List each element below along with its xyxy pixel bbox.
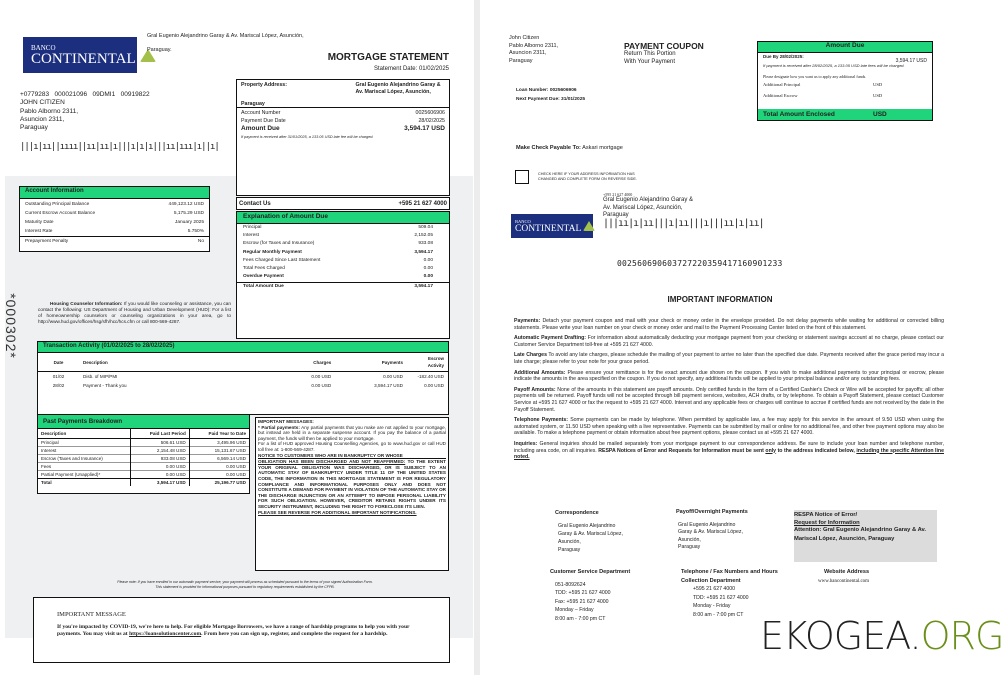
customer-service: [550, 568, 630, 623]
past-payments-header: Paid Last Period: [131, 429, 189, 439]
inquiries-inquiries-bold2: to the address indicated below,: [776, 447, 857, 454]
checkbox-text: CHANGED AND COMPLETE FORM ON REVERSE SIDE.: [538, 177, 637, 181]
bank-phone: +595 21 627 4000: [603, 192, 633, 197]
side-code: *000302*: [2, 293, 19, 359]
address-line: +595 21 627 4000: [693, 586, 735, 592]
past-payments-cell: Fees: [41, 464, 52, 469]
explanation-item: [243, 258, 443, 264]
address-line: Asunción,: [558, 539, 581, 545]
account-info-value: No: [197, 239, 204, 244]
explanation-item: [243, 274, 443, 280]
transaction-cell: 01/02: [52, 374, 65, 379]
transaction-row: [38, 381, 448, 390]
respa-line: RESPA Notice of Error/: [794, 512, 858, 518]
total-enclosed-label: Total Amount Enclosed: [763, 111, 835, 118]
respa-box: [794, 510, 937, 562]
bank-address-country: Paraguay.: [147, 47, 172, 53]
info-paragraph: [514, 417, 944, 437]
transaction-cell: 0.00 USD: [311, 374, 332, 379]
past-payments-cell: Escrow (Taxes and Insurance): [41, 456, 103, 461]
past-payments-cell: 2,154.48 USD: [131, 447, 189, 455]
designate-text: Please designate how you want us to apply any additional funds.: [763, 74, 867, 79]
coupon-title: PAYMENT COUPON: [624, 41, 704, 51]
info-paragraph-label: Additional Amounts:: [514, 369, 566, 376]
loan-info: [516, 86, 585, 104]
coupon-amount-title: Amount Due: [758, 42, 932, 53]
correspondence-title: Correspondence: [555, 510, 599, 516]
additional-principal-label: Additional Principal: [763, 82, 801, 87]
account-info-row: [25, 200, 204, 209]
payoff-overnight: [676, 509, 748, 552]
explanation-item: [243, 282, 443, 291]
explanation-row: [243, 233, 443, 239]
address-change-checkbox[interactable]: [515, 170, 529, 184]
sender-line: Asuncion 2311,: [509, 50, 547, 56]
transaction-cell: 0.00 USD: [311, 383, 332, 388]
past-payments-cell: Interest: [41, 448, 57, 453]
customer-service-title: Customer Service Department: [550, 569, 631, 575]
inquiries-inquiries-label: Inquiries:: [514, 440, 538, 447]
address-line: Gral Eugenio Alejandrino: [558, 523, 616, 529]
important-message-box: [33, 597, 450, 663]
usd-label[interactable]: USD: [873, 93, 883, 98]
telephone-hours: [681, 568, 778, 619]
transaction-header-row: [38, 353, 448, 372]
website: [818, 568, 869, 586]
explanation-label: Total Amount Due: [243, 284, 284, 290]
loan-number: Loan Number: 0025606906: [516, 88, 577, 93]
postal-barcode: |||ı|ıı||ıııı||ıı|ıı|ı|||ı|ı|ı|||ıı|ııı|ı||ı|: [20, 142, 219, 152]
info-paragraph-text: For information about automatically deducting your mortgage payment from your checking or statement savings account at no charge, please contact our Customer Service Department toll-free at +595 21 627 4000.: [514, 335, 944, 348]
coupon-barcode: |||ıı|ı|ıı|||ı|ıı|||ı|||ıı|ı|ıı|: [603, 217, 764, 229]
footnotes: [40, 580, 450, 589]
property-value: Gral Eugenio Alejandrino Garay & Av. Mariscal López, Asunción,: [355, 82, 441, 95]
coupon-amount: 3,594.17 USD: [895, 58, 927, 64]
account-info-value: 5.750%: [187, 229, 204, 234]
row-label: Payment Due Date: [241, 118, 286, 124]
payable-label: Make Check Payable To:: [516, 145, 581, 151]
explanation-value: 2,152.05: [414, 233, 433, 239]
past-payments-cell: 3,594.17 USD: [131, 479, 189, 487]
transaction-cell: 28/02: [52, 383, 65, 388]
amount-due-value: 3,594.17 USD: [404, 125, 445, 132]
important-messages-box: [255, 417, 449, 571]
checkbox-label: [538, 172, 637, 182]
info-paragraph: [514, 352, 944, 365]
info-paragraph-text: Some payments can be made by telephone. When permitted by applicable law, a fee may apply for this service in the amount of 9.50 USD when using the automated system, or 11.50 USD when speaking with a live representative. Payments can be submitted by mail or online for no additional fee, and other free payment options may also be available. To make a telephone payment or obtain information about free payment options, please contact us at +595 21 627 4000.: [514, 417, 944, 437]
explanation-label: Total Fees Charged: [243, 265, 285, 271]
explanation-row: [243, 225, 443, 231]
housing-counselor: [38, 301, 231, 325]
bank-address-line: Av. Mariscal López, Asunción,: [603, 204, 683, 211]
account-info-value: 449,123.12 USD: [168, 202, 204, 207]
usd-label[interactable]: USD: [873, 82, 883, 87]
transaction-cell: Disb. of MIP/PMI: [83, 374, 118, 379]
info-paragraph-text: Please ensure your remittance is for the exact amount due shown on the coupon. If you wish to make additional payments to your principal or escrow, please indicate the amounts in the area specified on the coupon. If you do not specify, any additional funds will be applied to your principal balance and/or any outstanding fees.: [514, 369, 944, 383]
recipient-line: Pablo Alborno 2311,: [20, 107, 79, 115]
additional-escrow-label: Additional Escrow: [763, 93, 798, 98]
property-box: [236, 79, 450, 196]
important-message-title: IMPORTANT MESSAGE: [57, 611, 126, 618]
coupon-bank-logo: BANCO CONTINENTAL: [511, 214, 593, 238]
account-info-label: Prepayment Penalty: [25, 239, 69, 244]
important-message-text: If you're impacted by COVID-19, we're here to help. For eligible Mortgage Borrowers, we have a range of hardship programs to help you with your payments. You may visit us at: [57, 624, 410, 637]
explanation-row: [243, 266, 443, 272]
transaction-box: [37, 341, 449, 415]
inquiries-inquiries-text: General inquiries should be mailed separately from your mortgage payment to our correspondence address. Be sure to include your loan number and telephone number, including area code, on all inquiries.: [514, 440, 944, 454]
past-payments-cell: 933.08 USD: [131, 455, 189, 463]
recipient-line: Asuncion 2311,: [20, 115, 65, 123]
bank-address-line: Gral Eugenio Alejandrino Garay & Av. Mariscal López, Asunción,: [147, 33, 304, 39]
address-line: 8:00 am - 7:00 pm CT: [693, 611, 744, 618]
past-payments-cell: 506.61 USD: [131, 439, 189, 447]
address-line: Monday - Friday: [693, 603, 731, 609]
explanation-label: Principal: [243, 225, 262, 230]
website-url[interactable]: www.bancontinental.com: [818, 579, 870, 584]
info-paragraph-text: None of the amounts in this statement are payoff amounts. Only certified funds in the form of a Certified Cashier's Check or Wire will be accepted for payoffs; all other payments will be returned. Payoff funds will not be accepted through bill payment services, websites, ACH drafts, or by telephone. To obtain a Payoff Statement, please contact Customer Service at +595 21 627 4000 or fax the request to +595 21 627 4000. Interest and any applicable fees or charges will continue to accrue if certified funds are not received by the date in the Payoff Statement.: [514, 386, 944, 413]
explanation-label: Overdue Payment: [243, 274, 284, 280]
past-payments-row: [38, 447, 249, 455]
info-paragraph-label: Payoff Amounts:: [514, 386, 556, 393]
partial-text: Any partial payments that you make are not applied to your mortgage, but instead are held in a separate suspense account. If you pay the balance of a partial payment, the funds will then be applied to your mortgage.: [258, 424, 446, 441]
account-info-label: Maturity Date: [25, 220, 54, 225]
row-value: 28/02/2025: [418, 118, 445, 124]
past-payments-box: [37, 414, 250, 494]
transaction-title: Transaction Activity (01/02/2025 to 28/02/2025): [38, 342, 448, 353]
total-enclosed-unit[interactable]: USD: [873, 111, 887, 118]
notice-title: NOTICE TO CUSTOMERS WHO ARE IN BANKRUPTCY OR WHOSE: [258, 453, 446, 460]
explanation-row: [237, 282, 449, 291]
ocr-line: 002560690603727220359417160901233: [617, 259, 783, 268]
logo-triangle-icon: [583, 221, 595, 231]
explanation-row: [243, 274, 443, 280]
past-payments-cell: 6,569.14 USD: [189, 455, 249, 463]
transaction-cell: Payment - Thank you: [83, 383, 127, 388]
explanation-value: 509.04: [418, 225, 433, 230]
address-line: Fax: +595 21 627 4000: [555, 598, 609, 605]
info-paragraph: [514, 370, 944, 383]
address-line: Asunción,: [678, 536, 701, 543]
due-by: Due By 28/02/2025:: [763, 54, 804, 59]
info-paragraph-label: Telephone Payments:: [514, 417, 568, 424]
late-fee-note: If payment is received after 31/01/2025, a 133.05 USD late fee will be charged.: [241, 135, 374, 139]
account-info-label: Outstanding Principal Balance: [25, 202, 90, 207]
past-payments-cell: Principal: [41, 440, 59, 445]
info-paragraphs: [514, 318, 944, 465]
coupon-amount-box: [757, 41, 933, 121]
explanation-value: 3,594.17: [414, 249, 433, 255]
past-payments-row: [38, 471, 249, 479]
bank-address-line: Paraguay: [603, 212, 629, 218]
past-payments-cell: 25,196.77 USD: [189, 479, 249, 487]
coupon-subtitle: Return This Portion: [624, 51, 676, 57]
info-paragraph: [514, 318, 944, 331]
explanation-value: 0.00: [423, 274, 433, 280]
address-line: TDD: +595 21 627 4000: [555, 590, 611, 596]
address-line: 051-8092624: [555, 581, 586, 588]
transaction-header: Escrow Activity: [427, 356, 444, 368]
address-line: Monday – Friday: [555, 607, 594, 613]
bank-address: [147, 29, 304, 57]
info-paragraph-label: Automatic Payment Drafting:: [514, 335, 587, 342]
past-payments-cell: 0.00 USD: [131, 463, 189, 471]
transaction-cell: -182.40 USD: [417, 374, 444, 379]
property-label: Property Address:: [241, 82, 288, 88]
address-line: TDD: +595 21 627 4000: [693, 594, 749, 601]
info-paragraph-label: Payments:: [514, 318, 541, 324]
sender-line: John Citizen: [509, 35, 540, 41]
account-info-row: [25, 227, 204, 236]
explanation-item: [243, 225, 443, 231]
property-country: Paraguay: [241, 101, 265, 107]
amount-due-row: [241, 125, 445, 133]
coupon-header: [624, 41, 704, 66]
past-payments-cell: Total: [41, 480, 52, 485]
recipient-name: JOHN CITIZEN: [20, 99, 65, 107]
row-label: Account Number: [241, 110, 281, 116]
past-payments-cell: 0.00 USD: [189, 463, 249, 471]
amount-due-label: Amount Due: [241, 125, 280, 132]
explanation-value: 933.08: [418, 241, 433, 247]
checkbox-text: CHECK HERE IF YOUR ADDRESS INFORMATION HAS: [538, 172, 635, 176]
past-payments-row: [38, 455, 249, 463]
info-paragraph: [514, 387, 944, 413]
info-paragraph-label: Late Charges: [514, 352, 547, 359]
explanation-row: [243, 241, 443, 247]
transaction-header: Description: [83, 359, 108, 365]
important-message-text: . From here you can sign up, register, and complete the request for a hardship.: [201, 631, 388, 637]
past-payments-cell: 0.00 USD: [189, 471, 249, 479]
inquiries-only: only: [765, 447, 777, 454]
notice-underlined: OBLIGATION HAS BEEN DISCHARGED AND NOT REAFFIRMED:: [258, 459, 406, 465]
account-info-row: [25, 218, 204, 227]
next-payment-due: Next Payment Due: 31/01/2025: [516, 97, 586, 102]
page-title: MORTGAGE STATEMENT: [327, 52, 449, 63]
transaction-header: Date: [53, 359, 64, 365]
address-line: Garay & Av. Mariscal López,: [678, 529, 743, 535]
address-line: Paraguay: [678, 544, 701, 550]
account-info-box: [19, 186, 210, 252]
reverse-notice: PLEASE SEE REVERSE FOR ADDITIONAL IMPORTANT NOTIFICATIONS.: [258, 509, 417, 515]
past-payments-cell: 0.00 USD: [131, 471, 189, 479]
address-line: Garay & Av. Mariscal López,: [558, 531, 623, 537]
housing-text: If you would like counseling or assistance, you can contact the following: US Department of Housing and Urban Development (HUD): For a list of homeownership counselors or counseling organizations in your area, go to http://www.hud.gov/offices/hsg/sfh/hcc/hcs.cfm or call 800-569-4287.: [38, 301, 231, 324]
payoff-title: Payoff/Overnight Payments: [676, 509, 748, 515]
hud-text: For a list of HUD approved Housing Counselling Agencies, go to www.hud.gov or call HUD toll free at: 1-800-569-4287.: [258, 441, 446, 452]
account-info-label: Current Escrow Account Balance: [25, 211, 96, 216]
inquiries-attn: including the specific Attention line noted.: [514, 447, 944, 461]
sender-line: Paraguay: [509, 57, 533, 64]
watermark-text-accent: ORG: [920, 614, 1003, 658]
info-paragraph-text: Detach your payment coupon and mail with your check or money order in the envelope provided. Do not delay payments while waiting for additional or corrected billing statements. Please write your loan number on your check or money order and mail to the Payment Processing Center listed on the front of this statement.: [514, 318, 944, 331]
contact-phone: +595 21 627 4000: [398, 200, 447, 207]
explanation-box: [236, 211, 450, 339]
important-info-title: IMPORTANT INFORMATION: [667, 295, 773, 304]
housing-label: Housing Counselor Information:: [50, 301, 123, 306]
watermark-text: EKOGEA.: [760, 614, 921, 658]
collection-title: Collection Department: [681, 577, 741, 584]
explanation-value: 3,594.17: [414, 284, 433, 290]
watermark: [760, 614, 1003, 658]
past-payments-cell: 15,131.67 USD: [189, 447, 249, 455]
transaction-header: Payments: [381, 359, 403, 365]
past-payments-row: [38, 463, 249, 471]
coupon-sender: [509, 35, 558, 65]
account-info-title: Account Information: [20, 187, 209, 199]
correspondence: [555, 509, 623, 554]
payable-to: [516, 145, 623, 151]
respa-attention: Attention: Gral Eugenio Alejandrino Garay & Av. Mariscal López, Asunción, Paraguay: [794, 527, 926, 542]
info-paragraph-text: To avoid any late charges, please schedule the mailing of your payment to arrive no later than the specified due date. Payments received after the grace period may incur a late charge; please refer to your note for your grace period.: [514, 352, 944, 365]
past-payments-cell: 3,495.96 USD: [189, 439, 249, 447]
payable-value: Askari mortgage: [582, 145, 623, 151]
explanation-label: Escrow (for Taxes and Insurance): [243, 241, 315, 247]
explanation-title: Explanation of Amount Due: [237, 212, 449, 224]
statement-date: Statement Date: 01/02/2025: [373, 66, 449, 72]
respa-line: Request for Information: [794, 520, 860, 526]
transaction-row: [38, 372, 448, 382]
messages-title: IMPORTANT MESSAGES:: [258, 419, 314, 424]
due-date-row: [241, 117, 445, 125]
explanation-label: Regular Monthly Payment: [243, 249, 302, 255]
sender-line: Pablo Alborno 2311,: [509, 42, 559, 49]
footnote: This statement is provided for informational purposes pursuant to regulatory requirements established by the CFPB.: [155, 584, 335, 589]
account-info-row: [20, 236, 209, 246]
info-paragraph: [514, 335, 944, 348]
past-payments-row: [38, 439, 249, 447]
transaction-cell: 0.00 USD: [383, 374, 403, 379]
coupon-subtitle: With Your Payment: [624, 58, 676, 65]
bank-logo: BANCO CONTINENTAL: [23, 37, 137, 73]
address-line: Paraguay: [558, 547, 581, 553]
past-payments-header: Paid Year to Date: [189, 429, 249, 439]
row-value: 0025606906: [415, 110, 445, 116]
loan-solution-link[interactable]: https://loansolutioncenter.com: [129, 631, 202, 637]
explanation-row: [243, 250, 443, 256]
recipient-line: Paraguay: [20, 124, 48, 132]
coupon-bank-address: [603, 192, 764, 227]
address-line: 8:00 am - 7:00 pm CT: [555, 615, 606, 622]
explanation-value: 0.00: [423, 257, 433, 263]
transaction-cell: 0.00 USD: [424, 383, 444, 388]
account-info-value: 5,175.29 USD: [173, 211, 204, 216]
past-payments-row: [38, 479, 249, 487]
telephone-title: Telephone / Fax Numbers and Hours: [681, 569, 778, 575]
past-payments-header: Description: [41, 431, 67, 436]
account-number-row: [241, 109, 445, 117]
account-info-label: Interest Rate: [25, 229, 53, 234]
address-line: Gral Eugenio Alejandrino: [678, 521, 736, 528]
account-info-value: January 2025: [174, 220, 204, 225]
past-payments-title: Past Payments Breakdown: [38, 415, 249, 429]
explanation-row: [243, 258, 443, 264]
account-info-row: [25, 209, 204, 218]
recipient-code: +0779283 000021096 09DMI1 00919822: [20, 91, 150, 98]
explanation-value: 0.00: [423, 265, 433, 271]
footnote: Please note: If you have enrolled in our automatic payment service, your payment will process as scheduled pursuant to the terms of your signed Authorization Form.: [117, 580, 373, 584]
inquiries-paragraph: [514, 441, 944, 461]
website-title: Website Address: [824, 569, 870, 575]
past-payments-cell: Partial Payment (Unapplied)*: [41, 472, 101, 477]
transaction-header: Charges: [313, 359, 332, 365]
notice-text: TO THE EXTENT YOUR ORIGINAL OBLIGATION WAS DISCHARGED, OR IS SUBJECT TO AN AUTOMATIC STAY OF BANKRUPTCY UNDER TITLE 11 OF THE UNITED STATES CODE, THE INFORMATION IN THIS MORTGAGE STATEMENT IS FOR REGULATORY COMPLIANCE AND INFORMATIONAL PURPOSES ONLY AND DOES NOT CONSTITUTE A DEMAND FOR PAYMENT IN VIOLATION OF THE AUTOMATIC STAY OR THE DISCHARGE INJUNCTION OR AN ATTEMPT TO IMPOSE PERSONAL LIABILITY FOR SUCH OBLIGATION. HOWEVER, CREDITOR RETAINS RIGHTS UNDER ITS SECURITY INSTRUMENT, INCLUDING THE RIGHT TO FORECLOSE ITS LIEN.: [258, 459, 447, 509]
explanation-label: Interest: [243, 233, 259, 239]
explanation-item: [243, 250, 443, 256]
contact-label: Contact Us: [239, 200, 271, 207]
recipient-address: [20, 91, 150, 132]
bank-address-line: Gral Eugenio Alejandrino Garay &: [603, 197, 694, 203]
transaction-cell: 3,594.17 USD: [374, 383, 403, 388]
past-payments-header-row: [38, 429, 249, 439]
inquiries-inquiries-bold: RESPA Notices of Error and Requests for Information must be sent: [598, 447, 766, 454]
partial-label: * Partial payments:: [258, 424, 300, 430]
explanation-item: [243, 233, 443, 239]
contact-us-row: [236, 197, 450, 210]
explanation-item: [243, 241, 443, 247]
page-divider: [474, 0, 480, 675]
explanation-item: [243, 266, 443, 272]
explanation-label: Fees Charged Since Last Statement: [243, 257, 321, 263]
coupon-late-note: If payment is received after 28/02/2025, a 133.05 USD late fees will be charged.: [763, 63, 905, 68]
